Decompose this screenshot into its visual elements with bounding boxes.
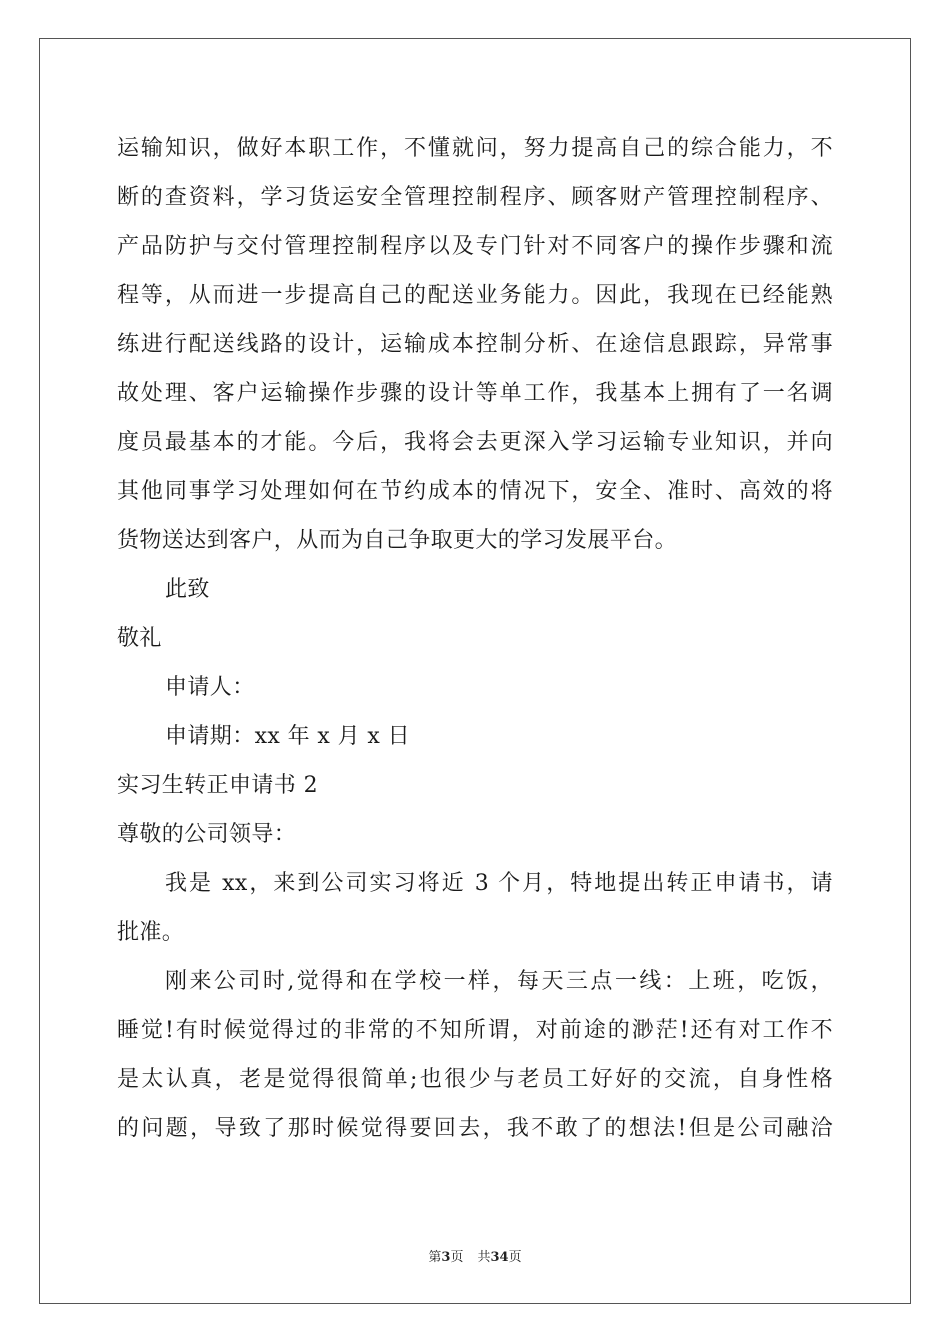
- page-prefix: 第: [428, 1250, 442, 1265]
- body-line: 运输知识，做好本职工作，不懂就问，努力提高自己的综合能力，不: [117, 136, 833, 161]
- body-line: 睡觉!有时候觉得过的非常的不知所谓，对前途的渺茫!还有对工作不: [117, 1018, 833, 1043]
- body-line: 程等，从而进一步提高自己的配送业务能力。因此，我现在已经能熟: [117, 283, 833, 308]
- body-line: 刚来公司时,觉得和在学校一样，每天三点一线：上班，吃饭，: [165, 969, 833, 994]
- body-line: 货物送达到客户，从而为自己争取更大的学习发展平台。: [117, 528, 678, 553]
- body-line: 我是 xx，来到公司实习将近 3 个月，特地提出转正申请书，请: [165, 871, 833, 896]
- section-title: 实习生转正申请书 2: [117, 773, 318, 798]
- body-line: 断的查资料，学习货运安全管理控制程序、顾客财产管理控制程序、: [117, 185, 833, 210]
- greeting: 尊敬的公司领导：: [117, 822, 297, 847]
- body-line: 度员最基本的才能。今后，我将会去更深入学习运输专业知识，并向: [117, 430, 833, 455]
- body-line: 故处理、客户运输操作步骤的设计等单工作，我基本上拥有了一名调: [117, 381, 833, 406]
- body-line: 是太认真，老是觉得很简单;也很少与老员工好好的交流，自身性格: [117, 1067, 833, 1092]
- body-line: 的问题，导致了那时候觉得要回去，我不敢了的想法!但是公司融洽: [117, 1116, 833, 1141]
- page-footer: [0, 1246, 950, 1265]
- closing-salutation: 此致: [165, 577, 210, 602]
- total-prefix: 共: [477, 1250, 491, 1265]
- body-line: 产品防护与交付管理控制程序以及专门针对不同客户的操作步骤和流: [117, 234, 833, 259]
- closing-regards: 敬礼: [117, 626, 162, 651]
- page-number: 3: [441, 1250, 451, 1265]
- application-date: 申请期：xx 年 x 月 x 日: [165, 724, 410, 749]
- page-suffix: 页: [450, 1250, 464, 1265]
- document-body: [117, 124, 833, 1153]
- applicant-label: 申请人：: [165, 675, 255, 700]
- total-suffix: 页: [508, 1250, 522, 1265]
- body-line: 练进行配送线路的设计，运输成本控制分析、在途信息跟踪，异常事: [117, 332, 833, 357]
- body-line: 批准。: [117, 920, 185, 945]
- total-pages: 34: [490, 1250, 509, 1265]
- body-line: 其他同事学习处理如何在节约成本的情况下，安全、准时、高效的将: [117, 479, 833, 504]
